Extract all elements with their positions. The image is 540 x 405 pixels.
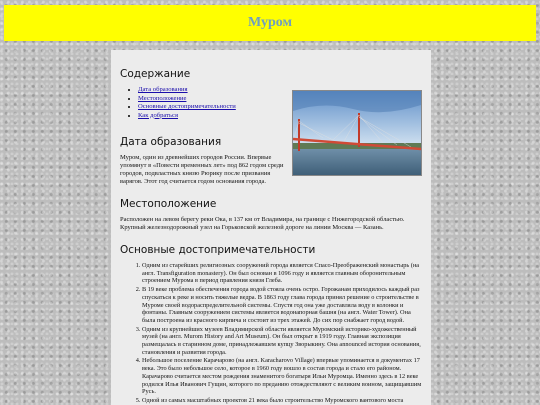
list-item: 4. Небольшое поселение Карачарово (на англ. Karacharovo Village) впервые упоминается в документах 17 века. Это было небольшое село, которое в 1960 году вошло в состав города и стало его районом. Карачарово считается местом рождения знаменитого богатыря Ильи Муромца. Именно здесь в 12 веке родился Илья Иванович Гущин, которого по преданию отождествляют с великим воином, защищавшим Русь.	[142, 357, 422, 396]
toc-link-directions[interactable]: Как добраться	[138, 111, 178, 119]
list-item: 3. Одним из крупнейших музеев Владимирской области является Муромский историко-художественный музей (на англ. Murom History and Art Museum). Он был открыт в 1919 году. Главная экспозиция размещалась в старинном доме, принадлежавшем купцу Зворыкину. Она announced история основания, становления и развития города.	[142, 326, 422, 357]
toc-link-location[interactable]: Местоположение	[138, 94, 187, 102]
list-item: 5. Одной из самых масштабных проектов 21 века было строительство Муромского вантового моста	[142, 397, 422, 405]
bridge-photo	[292, 90, 422, 176]
location-paragraph: Расположен на левом берегу реки Ока, в 137 км от Владимира, на границе с Нижегородской областью. Крупный железнодорожный узел на Горьковской железной дороге на линии Москва — Казань.	[120, 216, 405, 231]
page-header	[4, 5, 536, 41]
toc-heading: Содержание	[120, 68, 191, 80]
date-heading: Дата образования	[120, 136, 222, 148]
location-heading: Местоположение	[120, 198, 217, 210]
sights-heading: Основные достопримечательности	[120, 244, 316, 256]
toc-link-sights[interactable]: Основные достопримечательности	[138, 103, 236, 110]
page-title: Муром	[247, 15, 293, 30]
toc-link-date[interactable]: Дата образования	[138, 86, 188, 93]
list-item: 1. Одним из старейших религиозных сооружений города является Спасо-Преображенский монастырь (на англ. Transfiguration monastery). Он был основан в 1096 году и является главным оборонительным строением Мурома в период правления князя Глеба.	[142, 262, 422, 285]
date-paragraph: Муром, один из древнейших городов России. Впервые упомянут в «Повести временных лет» под 862 годом среди городов, подвластных князю Рюрику после призвания варягов. Этот год считается годом основания города.	[120, 154, 284, 185]
sights-list	[120, 262, 422, 405]
list-item: 2. В 19 веке проблема обеспечения города водой стояла очень остро. Горожанам приходилось каждый раз спускаться к реке и носить тяжелые ведра. В 1863 году глава города принял решение о строительстве в Муроме своей водораспределительной системы. Спустя год она уже доставляла воду в колонки и фонтаны. Главным сооружением системы является водонапорная башня (на англ. Water Tower). Она была построена из красного кирпича и состоит из трех этажей. До сих пор снабжает город водой.	[142, 286, 422, 325]
main-content[interactable]	[111, 50, 431, 405]
